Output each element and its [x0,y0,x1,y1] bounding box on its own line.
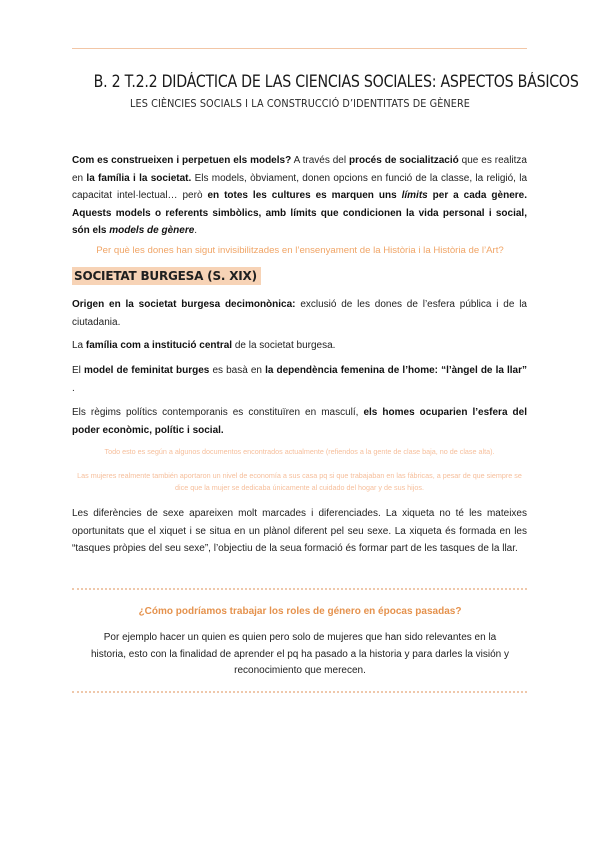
page-title: B. 2 T.2.2 DIDÁCTICA DE LAS CIENCIAS SOCIALES: ASPECTOS BÁSICOS [93,72,579,91]
top-rule [72,48,527,49]
intro-text-3: Els models, òbviament, donen opcions en funció de la classe, la religió, la capacitat intel·lectual… però [72,172,528,201]
intro-text-4: . [194,225,198,236]
family-text-1: La [72,340,86,351]
origin-bold: Origen en la societat burgesa decimonònica: [72,299,296,310]
origin-text: exclusió de les dones de l’esfera pública i de la ciutadania. [72,299,527,328]
paragraph-differences: Les diferències de sexe apareixen molt marcades i diferenciades. La xiqueta no té les mateixes oportunitats que el xiquet i se situa en un plànol diferent pel seu sexe. La xiqueta és formada en les “tasques pròpies del seu sexe”, l’objectiu de la seua formació és formar part de les tasques de la llar. [72,508,527,554]
paragraph-origin [72,296,527,331]
faded-note-2: Las mujeres realmente también aportaron un nivel de economía a sus casa pq si que trabajaban en las fábricas, a pesar de que siempre se dice que la mujer se dedicaba únicamente al cuidado del hogar y de sus hijos. [77,471,522,492]
box-bottom-rule [72,691,527,693]
box-question: ¿Cómo podríamos trabajar los roles de género en épocas pasadas? [138,606,462,617]
intro-italic-limits: límits [401,190,428,201]
intro-bold-1: procés de socialització [349,155,459,166]
regimes-text: Els règims polítics contemporanis es constituïren en masculí, [72,407,364,418]
regimes-bold: els homes ocuparien l’esfera del poder econòmic, polític i social. [72,407,527,436]
faded-note-1: Todo esto es según a algunos documentos encontrados actualmente (refiendos a la gente de clase baja, no de clase alta). [104,447,495,456]
femininity-bold-2: la dependència femenina de l’home: “l’àngel de la llar” [265,365,528,376]
paragraph-family [72,337,527,355]
intro-bold-2: la família i la societat. [86,172,192,184]
family-text-2: de la societat burgesa. [232,340,336,351]
femininity-text-3: . [72,382,75,394]
paragraph-femininity [72,362,527,397]
paragraph-regimes [72,404,527,439]
page-subtitle: LES CIÈNCIES SOCIALS I LA CONSTRUCCIÓ D’IDENTITATS DE GÈNERE [130,97,470,110]
intro-question: Com es construeixen i perpetuen els models? [72,155,292,166]
intro-paragraph [72,152,527,240]
family-bold: família com a institució central [85,340,233,351]
question-invisibility: Per què les dones han sigut invisibilitzades en l’ensenyament de la Història i la Història de l’Art? [96,245,504,256]
femininity-bold-1: model de feminitat burges [83,365,210,376]
femininity-text-2: es basà en [209,365,266,376]
intro-italic-models: models de gènere [109,225,195,236]
femininity-text-1: El [72,365,84,376]
intro-bold-3: en totes les cultures es marquen uns límits per a cada gènere. Aquests models o referents simbòlics, amb límits que condicionen la vida personal i social, són els models de gènere [72,190,527,236]
intro-text-1: A través del [291,155,349,166]
intro-text-2: que es realitza en [72,155,527,184]
section-heading: SOCIETAT BURGESA (S. XIX) [72,267,261,285]
box-top-rule [72,588,527,590]
box-answer: Por ejemplo hacer un quien es quien pero solo de mujeres que han sido relevantes en la historia, esto con la finalidad de aprender el pq ha pasado a la historia y para darles la visión y reconocimiento que merecen. [90,632,510,676]
